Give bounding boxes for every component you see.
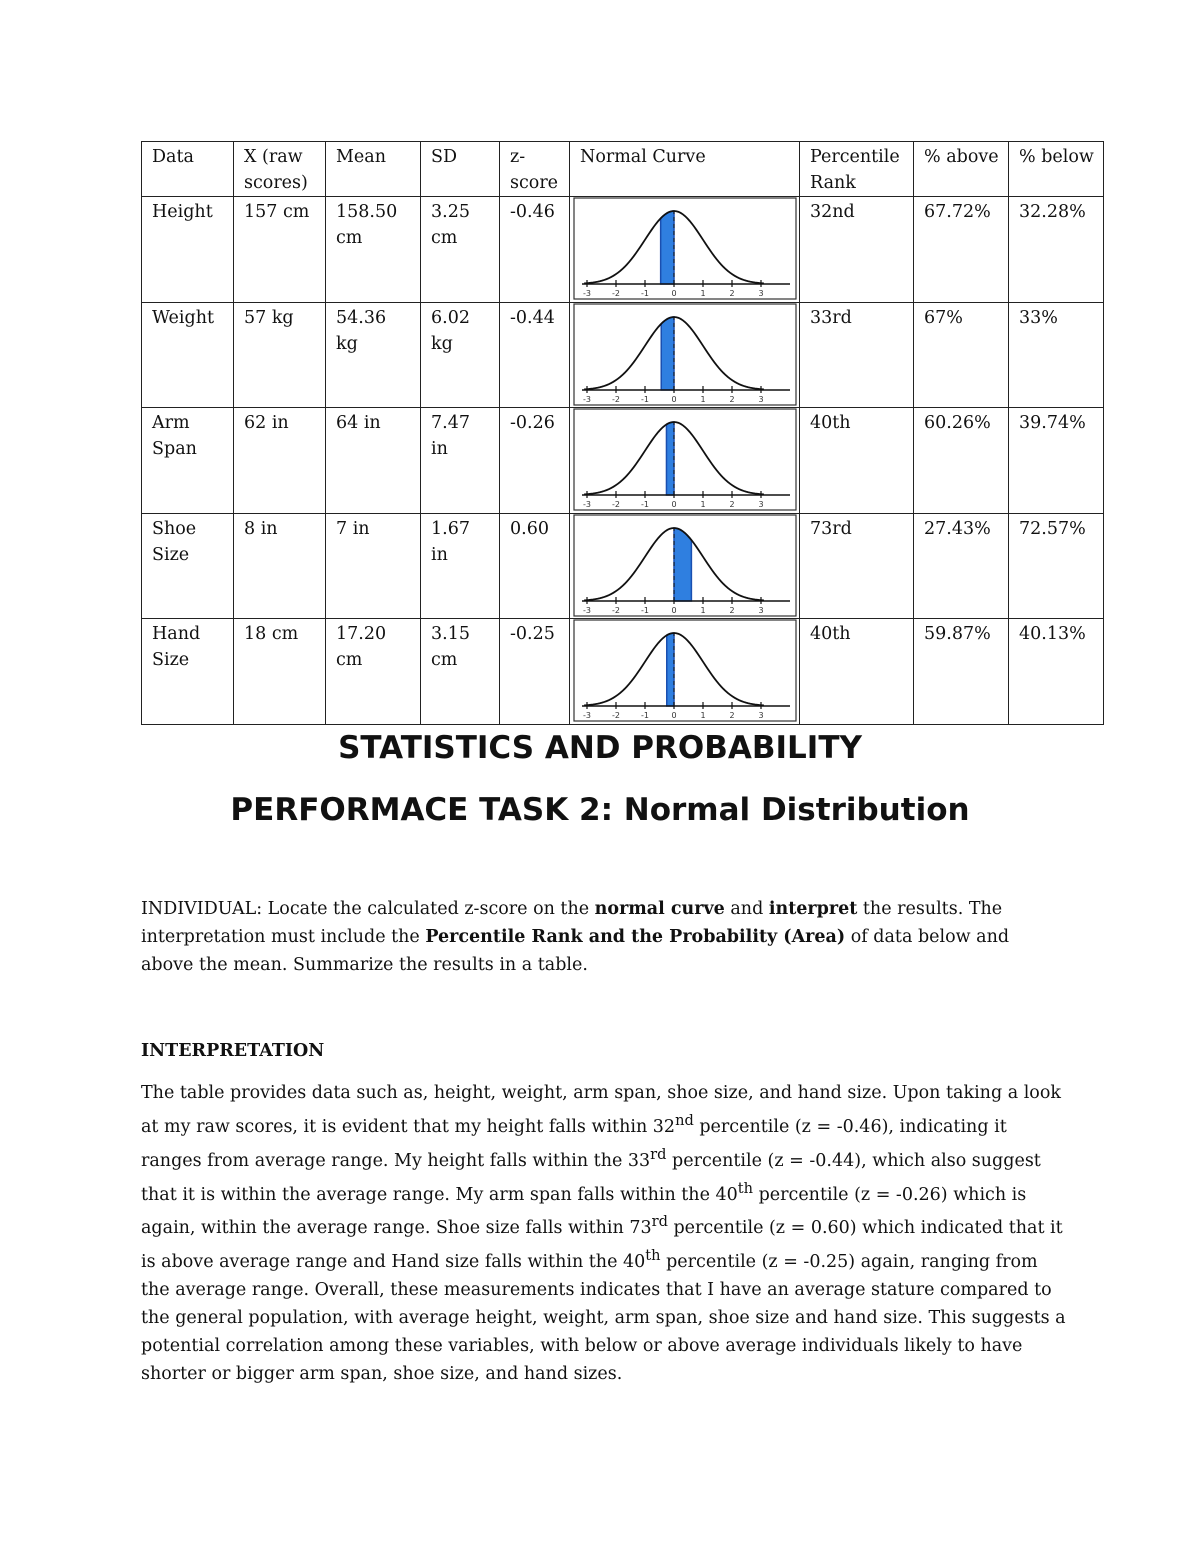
cell-percent-above: 67%: [914, 302, 1009, 408]
x-tick-label: -3: [583, 711, 591, 720]
header-raw-score: X (raw scores): [234, 142, 326, 197]
x-tick-label: -1: [641, 500, 649, 509]
cell-normal-curve: [570, 619, 800, 725]
x-tick-label: 0: [671, 500, 677, 509]
x-tick-label: -1: [641, 394, 649, 404]
x-tick-label: 0: [671, 289, 677, 298]
cell-percentile-rank: 32nd: [800, 197, 914, 303]
z-score-highlight: [661, 211, 674, 284]
x-tick-label: -1: [641, 605, 649, 615]
x-tick-label: -3: [583, 500, 591, 509]
cell-percent-below: 32.28%: [1009, 197, 1104, 303]
normal-curve-chart: [570, 514, 800, 618]
cell-z-score: 0.60: [500, 513, 570, 619]
cell-normal-curve: [570, 197, 800, 303]
cell-sd: 1.67 in: [421, 513, 500, 619]
cell-mean: 17.20 cm: [326, 619, 421, 725]
cell-normal-curve: [570, 302, 800, 408]
cell-data-label: Weight: [142, 302, 234, 408]
cell-percent-above: 59.87%: [914, 619, 1009, 725]
cell-percentile-rank: 33rd: [800, 302, 914, 408]
interpretation-heading: INTERPRETATION: [141, 1041, 325, 1061]
x-tick-label: -2: [612, 711, 620, 720]
x-tick-label: -1: [641, 711, 649, 720]
x-tick-label: 0: [671, 605, 677, 615]
cell-sd: 7.47 in: [421, 408, 500, 514]
cell-z-score: -0.44: [500, 302, 570, 408]
cell-data-label: Hand Size: [142, 619, 234, 725]
x-tick-label: -2: [612, 500, 620, 509]
table-header-row: [142, 142, 1104, 197]
header-percentile-rank: Percentile Rank: [800, 142, 914, 197]
cell-percent-above: 27.43%: [914, 513, 1009, 619]
x-tick-label: -2: [612, 394, 620, 404]
z-score-highlight: [667, 633, 674, 706]
x-tick-label: 2: [729, 605, 735, 615]
cell-mean: 64 in: [326, 408, 421, 514]
page-subtitle: PERFORMACE TASK 2: Normal Distribution: [230, 792, 970, 828]
cell-sd: 6.02 kg: [421, 302, 500, 408]
cell-raw-score: 18 cm: [234, 619, 326, 725]
cell-raw-score: 157 cm: [234, 197, 326, 303]
x-tick-label: 3: [758, 711, 764, 720]
cell-percentile-rank: 73rd: [800, 513, 914, 619]
x-tick-label: 1: [700, 394, 706, 404]
cell-percentile-rank: 40th: [800, 619, 914, 725]
z-score-highlight: [674, 528, 691, 601]
x-tick-label: 1: [700, 605, 706, 615]
normal-curve-chart: [570, 197, 800, 301]
interpretation-paragraph: The table provides data such as, height, weight, arm span, shoe size, and hand size. Upon taking a look at my raw scores, it is evident that my height falls within 32nd percentile (z = -0.46), indicating it ranges from average range. My height falls within the 33rd percentile (z = -0.44), which also suggest that it is within the average range. My arm span falls within the 40th percentile (z = -0.26) which is again, within the average range. Shoe size falls within 73rd percentile (z = 0.60) which indicated that it is above average range and Hand size falls within the 40th percentile (z = -0.25) again, ranging from the average range. Overall, these measurements indicates that I have an average stature compared to the general population, with average height, weight, arm span, shoe size and hand size. This suggests a potential correlation among these variables, with below or above average individuals likely to have shorter or bigger arm span, shoe size, and hand sizes.: [141, 1083, 1066, 1385]
cell-data-label: Arm Span: [142, 408, 234, 514]
cell-percent-below: 39.74%: [1009, 408, 1104, 514]
x-tick-label: 0: [671, 711, 677, 720]
x-tick-label: 2: [729, 394, 735, 404]
cell-raw-score: 57 kg: [234, 302, 326, 408]
cell-z-score: -0.46: [500, 197, 570, 303]
summary-table: [141, 141, 1104, 725]
x-tick-label: -2: [612, 289, 620, 298]
cell-mean: 158.50 cm: [326, 197, 421, 303]
x-tick-label: 3: [758, 394, 764, 404]
header-data: Data: [142, 142, 234, 197]
cell-mean: 54.36 kg: [326, 302, 421, 408]
cell-percent-below: 72.57%: [1009, 513, 1104, 619]
cell-percentile-rank: 40th: [800, 408, 914, 514]
z-score-highlight: [666, 422, 674, 495]
table-row: [142, 197, 1104, 303]
cell-normal-curve: [570, 408, 800, 514]
cell-raw-score: 62 in: [234, 408, 326, 514]
x-tick-label: 2: [729, 289, 735, 298]
x-tick-label: 1: [700, 289, 706, 298]
x-tick-label: 0: [671, 394, 677, 404]
table-row: [142, 408, 1104, 514]
header-percent-above: % above: [914, 142, 1009, 197]
x-tick-label: 3: [758, 289, 764, 298]
cell-z-score: -0.25: [500, 619, 570, 725]
table-row: [142, 513, 1104, 619]
table-row: [142, 619, 1104, 725]
header-sd: SD: [421, 142, 500, 197]
normal-curve-chart: [570, 408, 800, 512]
cell-sd: 3.25 cm: [421, 197, 500, 303]
header-percent-below: % below: [1009, 142, 1104, 197]
x-tick-label: -1: [641, 289, 649, 298]
x-tick-label: 2: [729, 500, 735, 509]
cell-mean: 7 in: [326, 513, 421, 619]
cell-percent-below: 40.13%: [1009, 619, 1104, 725]
cell-percent-below: 33%: [1009, 302, 1104, 408]
x-tick-label: -3: [583, 394, 591, 404]
normal-curve-chart: [570, 303, 800, 407]
normal-curve-chart: [570, 619, 800, 723]
cell-raw-score: 8 in: [234, 513, 326, 619]
table-row: [142, 302, 1104, 408]
header-mean: Mean: [326, 142, 421, 197]
header-normal-curve: Normal Curve: [570, 142, 800, 197]
page-title: STATISTICS AND PROBABILITY: [338, 730, 862, 766]
z-score-highlight: [661, 317, 674, 390]
header-z-score: z-score: [500, 142, 570, 197]
x-tick-label: 3: [758, 605, 764, 615]
cell-sd: 3.15 cm: [421, 619, 500, 725]
x-tick-label: 3: [758, 500, 764, 509]
x-tick-label: 1: [700, 711, 706, 720]
cell-percent-above: 60.26%: [914, 408, 1009, 514]
cell-data-label: Shoe Size: [142, 513, 234, 619]
cell-data-label: Height: [142, 197, 234, 303]
x-tick-label: 2: [729, 711, 735, 720]
x-tick-label: -2: [612, 605, 620, 615]
x-tick-label: 1: [700, 500, 706, 509]
x-tick-label: -3: [583, 605, 591, 615]
cell-normal-curve: [570, 513, 800, 619]
cell-percent-above: 67.72%: [914, 197, 1009, 303]
x-tick-label: -3: [583, 289, 591, 298]
cell-z-score: -0.26: [500, 408, 570, 514]
instructions-paragraph: INDIVIDUAL: Locate the calculated z-score on the normal curve and interpret the results. The interpretation must include the Percentile Rank and the Probability (Area) of data below and above the mean. Summarize the results in a table.: [141, 899, 1010, 975]
